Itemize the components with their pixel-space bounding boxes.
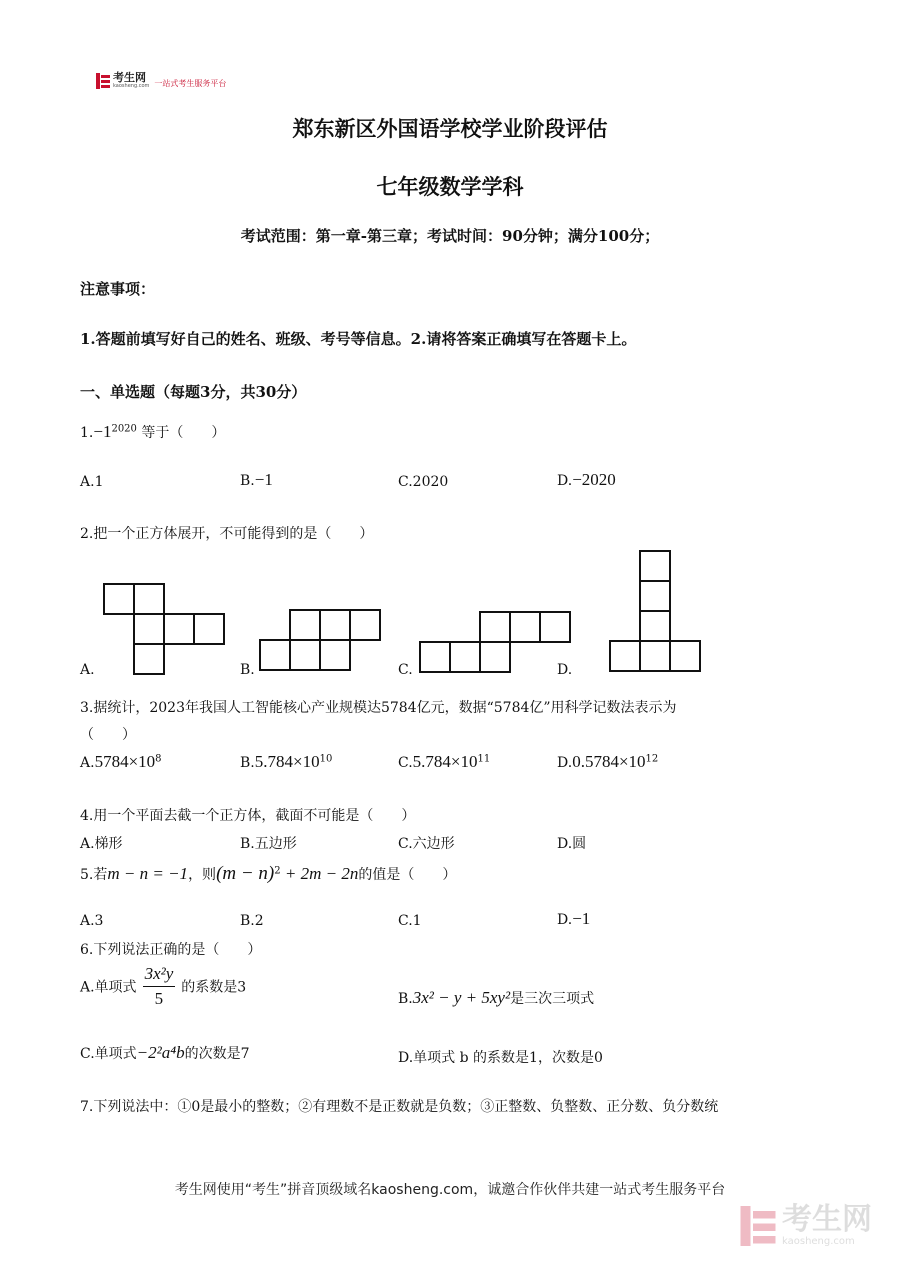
notice-heading: 注意事项： bbox=[80, 280, 156, 298]
kaosheng-logo-icon bbox=[96, 73, 110, 89]
q5-condition: m − n = −1 bbox=[107, 864, 189, 883]
question-3-paren: （ ） bbox=[80, 727, 136, 743]
question-6: 6.下列说法正确的是（ ） bbox=[80, 942, 262, 958]
q6-option-a[interactable]: A.单项式 $\frac{\text{3x²y}}{5}$ 的系数是3 bbox=[80, 964, 247, 1008]
question-7: 7.下列说法中：①0是最小的整数；②有理数不是正数就是负数；③正整数、负整数、正分数、负分数统 bbox=[80, 1099, 719, 1115]
q2-label-a[interactable]: A. bbox=[80, 662, 95, 678]
q3-option-a[interactable]: $A.5784\times 10^8$ bbox=[80, 752, 162, 771]
q6-option-d[interactable]: D.单项式 b 的系数是1，次数是0 bbox=[398, 1050, 603, 1066]
net-figure-d bbox=[606, 547, 704, 673]
q1-text: 等于（ ） bbox=[141, 425, 226, 441]
q5-expr: (m − n) bbox=[216, 863, 275, 884]
watermark bbox=[740, 1204, 872, 1247]
q5-option-d[interactable]: D.−1 bbox=[557, 909, 591, 928]
footer-text: 考生网使用“考生”拼音顶级域名kaosheng.com，诚邀合作伙伴共建一站式考生服务平台 bbox=[174, 1182, 726, 1198]
q6-option-b[interactable]: B.3x² − y + 5xy²是三次三项式 bbox=[398, 988, 595, 1007]
question-1 bbox=[80, 422, 225, 442]
q1-option-b[interactable]: B.−1 bbox=[240, 470, 273, 489]
page-title: 郑东新区外国语学校学业阶段评估 bbox=[292, 116, 608, 141]
question-4: 4.用一个平面去截一个正方体，截面不可能是（ ） bbox=[80, 808, 416, 824]
q4-option-a[interactable]: A.梯形 bbox=[80, 836, 123, 852]
header-logo bbox=[96, 72, 226, 89]
q1-option-c[interactable]: C.2020 bbox=[398, 474, 449, 490]
q1-base: −1 bbox=[93, 422, 112, 441]
watermark-name: 考生网 bbox=[782, 1202, 872, 1237]
q1-option-d[interactable]: D.−2020 bbox=[557, 470, 616, 489]
q5-option-c[interactable]: C.1 bbox=[398, 913, 422, 929]
q2-label-b[interactable]: B. bbox=[240, 662, 255, 678]
q1-exp: 2020 bbox=[111, 423, 137, 435]
q4-option-b[interactable]: B.五边形 bbox=[240, 836, 297, 852]
logo-domain: kaosheng.com bbox=[113, 83, 150, 89]
question-3: 3.据统计，2023年我国人工智能核心产业规模达5784亿元，数据“5784亿”用科学记数法表示为 bbox=[80, 700, 677, 716]
q6-option-c[interactable]: C.单项式−2²a⁴b的次数是7 bbox=[80, 1043, 250, 1062]
q6-fraction: $\frac{\text{3x²y}}{5}$ bbox=[144, 964, 174, 1008]
q2-label-c[interactable]: C. bbox=[398, 662, 413, 678]
q2-label-d[interactable]: D. bbox=[557, 662, 573, 678]
q5-option-a[interactable]: A.3 bbox=[80, 913, 104, 929]
logo-slogan: 一站式考生服务平台 bbox=[154, 79, 227, 88]
logo-name: 考生网 bbox=[113, 71, 146, 84]
notice-text: 1.答题前填写好自己的姓名、班级、考号等信息。2.请将答案正确填写在答题卡上。 bbox=[80, 330, 637, 348]
exam-info: 考试范围：第一章-第三章；考试时间：90分钟；满分100分； bbox=[240, 227, 660, 245]
page-subtitle: 七年级数学学科 bbox=[376, 174, 524, 199]
q4-option-c[interactable]: C.六边形 bbox=[398, 836, 455, 852]
question-2: 2.把一个正方体展开，不可能得到的是（ ） bbox=[80, 526, 374, 542]
watermark-domain: kaosheng.com bbox=[782, 1236, 855, 1247]
question-5: 5.若m − n = −1，则$(m - n)^2 + 2m - 2n$的值是（ ） bbox=[80, 863, 457, 884]
net-figure-c bbox=[416, 608, 574, 674]
q4-option-d[interactable]: D.圆 bbox=[557, 836, 587, 852]
q3-option-d[interactable]: $D.0.5784\times 10^{12}$ bbox=[557, 752, 659, 771]
q5-option-b[interactable]: B.2 bbox=[240, 913, 264, 929]
section-heading: 一、单选题（每题3分，共30分） bbox=[80, 383, 307, 401]
q3-option-b[interactable]: $B.5.784\times 10^{10}$ bbox=[240, 752, 333, 771]
q1-number: 1. bbox=[80, 425, 94, 441]
net-figure-b bbox=[256, 606, 384, 672]
q3-option-c[interactable]: $C.5.784\times 10^{11}$ bbox=[398, 752, 491, 771]
watermark-logo-icon bbox=[740, 1206, 776, 1246]
net-figure-a bbox=[100, 580, 230, 675]
q1-option-a[interactable]: A.1 bbox=[80, 474, 104, 490]
